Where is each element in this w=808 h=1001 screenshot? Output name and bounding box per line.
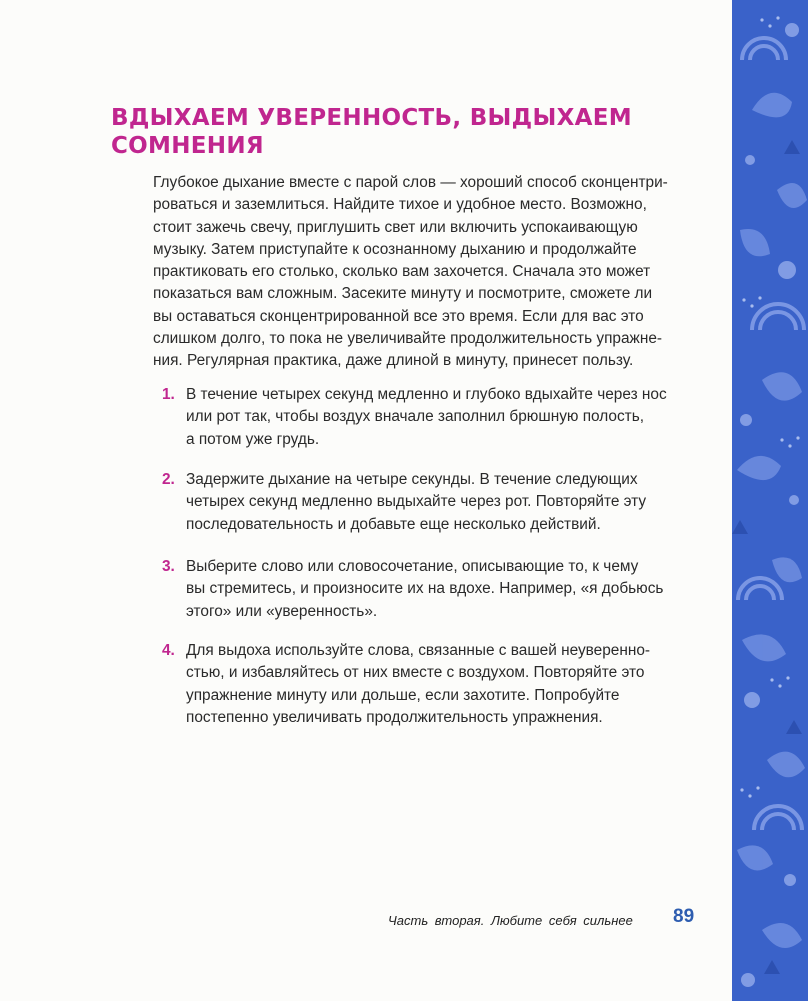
step-number: 3. — [162, 558, 175, 575]
step-text — [186, 469, 646, 536]
intro-line: музыку. Затем приступайте к осознанному дыханию и продолжайте — [153, 240, 637, 258]
intro-line: роваться и заземлиться. Найдите тихое и удобное место. Возможно, — [153, 196, 647, 214]
intro-paragraph — [153, 172, 693, 373]
page-title — [111, 104, 671, 160]
step-line: вы стремитесь, и произносите их на вдохе. Например, «я добьюсь — [186, 580, 664, 598]
step-line: этого» или «уверенность». — [186, 602, 378, 620]
step-text — [186, 556, 663, 623]
step-number: 2. — [162, 471, 175, 488]
intro-line: практиковать его столько, сколько вам захочется. Сначала это может — [153, 263, 651, 281]
step-line: четырех секунд медленно выдыхайте через рот. Повторяйте эту — [186, 493, 647, 511]
step-line: Задержите дыхание на четыре секунды. В течение следующих — [186, 471, 638, 488]
step-line: постепенно увеличивать продолжительность упражнения. — [186, 708, 603, 726]
running-title: Часть вторая. Любите себя сильнее — [388, 913, 633, 928]
decorative-pattern-icon — [732, 0, 808, 1001]
intro-line: ния. Регулярная практика, даже длиной в минуту, принесет пользу. — [153, 352, 634, 370]
intro-line: показаться вам сложным. Засеките минуту и посмотрите, сможете ли — [153, 285, 653, 303]
step-line: стью, и избавляйтесь от них вместе с воздухом. Повторяйте это — [186, 664, 645, 682]
step-line: последовательность и добавьте еще несколько действий. — [186, 515, 601, 533]
step-number: 4. — [162, 642, 175, 659]
decorative-side-band — [732, 0, 808, 1001]
step-number: 1. — [162, 386, 175, 403]
step-line: упражнение минуту или дольше, если захотите. Попробуйте — [186, 686, 620, 704]
step-line: а потом уже грудь. — [186, 430, 320, 448]
page-number: 89 — [673, 906, 695, 927]
step-line: или рот так, чтобы воздух вначале заполнил брюшную полость, — [186, 408, 645, 426]
title-line: СОМНЕНИЯ — [111, 133, 264, 159]
title-line: ВДЫХАЕМ УВЕРЕННОСТЬ, ВЫДЫХАЕМ — [111, 105, 632, 131]
intro-line: вы оставаться сконцентрированной все это время. Если для вас это — [153, 307, 644, 325]
step-line: В течение четырех секунд медленно и глубоко вдыхайте через нос — [186, 386, 667, 403]
intro-line: слишком долго, то пока не увеличивайте продолжительность упражне- — [153, 330, 663, 348]
intro-line: Глубокое дыхание вместе с парой слов — хороший способ сконцентри- — [153, 174, 668, 191]
intro-line: стоит зажечь свечу, приглушить свет или включить успокаивающую — [153, 218, 638, 236]
step-text — [186, 384, 667, 451]
step-line: Для выдоха используйте слова, связанные с вашей неуверенно- — [186, 642, 651, 659]
step-line: Выберите слово или словосочетание, описывающие то, к чему — [186, 558, 639, 575]
step-text — [186, 640, 650, 729]
